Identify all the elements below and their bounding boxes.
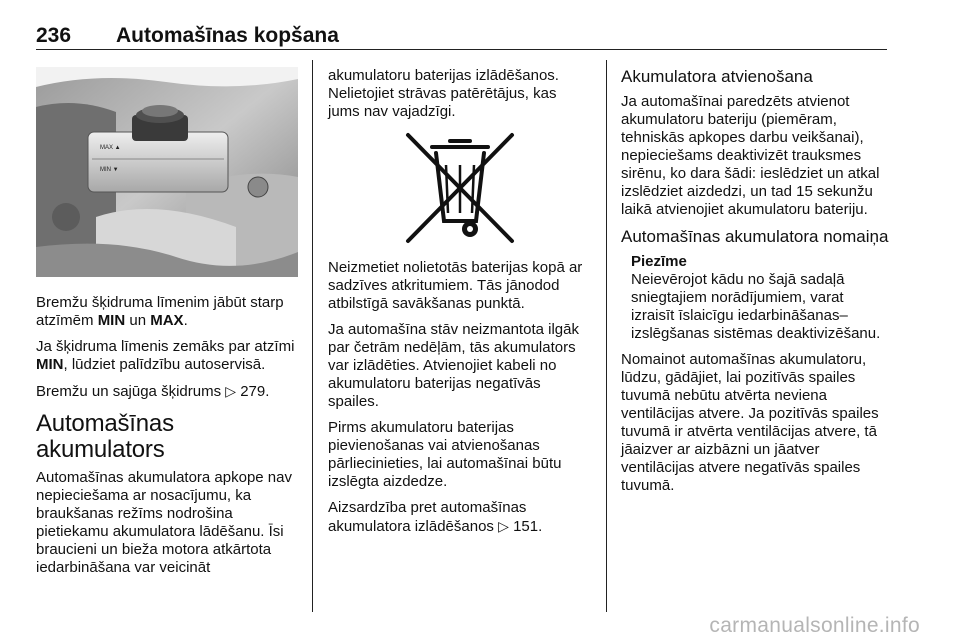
unused-vehicle-paragraph: Ja automašīna stāv neizmantota ilgāk par četrām nedēļām, tās akumulators var izlādēties. Atvienojiet kabeli no akumulatoru baterijas negatīvās spailes. — [328, 321, 579, 410]
column-divider-1 — [312, 60, 313, 612]
watermark: carmanualsonline.info — [709, 614, 920, 637]
page-reference-icon: ▷ — [498, 518, 509, 534]
section-heading-battery: Automašīnas akumulators — [36, 410, 174, 463]
max-mark-label: MAX ▲ — [100, 145, 121, 151]
page-title: Automašīnas kopšana — [116, 24, 339, 47]
page-header — [36, 24, 886, 50]
low-level-paragraph: Ja šķidruma līmenis zemāks par atzīmi MIN, lūdziet palīdzību autoservisā. — [36, 338, 295, 373]
column-3 — [621, 67, 889, 503]
heading-battery-disconnect: Akumulatora atvienošana — [621, 67, 813, 86]
photo-caption: Bremžu šķidruma līmenim jābūt starp atzīmēm MIN un MAX. — [36, 294, 284, 329]
note-body: Neievērojot kādu no šajā sadaļā sniegtajiem norādījumiem, varat izraisīt īslaicīgu iedarbināšanas–izslēgšanas sistēmas deaktivizēšanu. — [631, 271, 881, 342]
column-2 — [328, 67, 592, 544]
discharge-protection-reference: Aizsardzība pret automašīnas akumulatora izlādēšanos ▷ 151. — [328, 499, 543, 535]
page-reference-icon: ▷ — [225, 383, 237, 399]
note-box — [621, 253, 889, 343]
column-divider-2 — [606, 60, 607, 612]
heading-battery-replacement: Automašīnas akumulatora nomaiņa — [621, 227, 889, 246]
disposal-paragraph: Neizmetiet nolietotās baterijas kopā ar sadzīves atkritumiem. Tās jānodod atbilstīgā savākšanas punktā. — [328, 259, 583, 312]
crossed-bin-icon — [328, 129, 592, 249]
brake-fluid-reservoir-photo — [36, 67, 298, 277]
min-mark-label: MIN ▼ — [100, 167, 119, 173]
page-number: 236 — [36, 24, 72, 47]
brake-fluid-reference: Bremžu un sajūga šķidrums ▷ 279. — [36, 383, 270, 400]
battery-intro-paragraph: Automašīnas akumulatora apkope nav nepieciešama ar nosacījumu, ka braukšanas režīms nodrošina pietiekamu akumulatora lādēšanu. Īsi braucieni un bieža motora atkārtota iedarbināšana var veicināt — [36, 469, 292, 576]
replacement-paragraph: Nomainot automašīnas akumulatoru, lūdzu, gādājiet, lai pozitīvās spailes tuvumā nebūtu atvērta neviena ventilācijas atvere. Ja pozitīvās spailes tuvumā ir atvērta ventilācijas atvere, tā jāaizver ar aizbāzni un jāatver ventilācijas atvere negatīvās spailes tuvumā. — [621, 351, 879, 494]
header-rule — [36, 49, 887, 50]
note-title: Piezīme — [631, 253, 687, 270]
column-1 — [36, 294, 302, 585]
ignition-off-paragraph: Pirms akumulatoru baterijas pievienošanas vai atvienošanas pārliecinieties, lai automašīnai būtu izslēgta aizdedze. — [328, 419, 562, 490]
discharge-paragraph: akumulatoru baterijas izlādēšanos. Nelietojiet strāvas patērētājus, kas jums nav vajadzīgi. — [328, 67, 559, 120]
disconnect-paragraph: Ja automašīnai paredzēts atvienot akumulatoru bateriju (piemēram, tehniskās apkopes darbu veikšanai), nepieciešams deaktivizēt trauksmes sirēnu, ko dara šādi: ieslēdziet un atkal izslēdziet aizdedzi, un tad 15 sekunžu laikā atvienojiet akumulatoru bateriju. — [621, 93, 880, 218]
